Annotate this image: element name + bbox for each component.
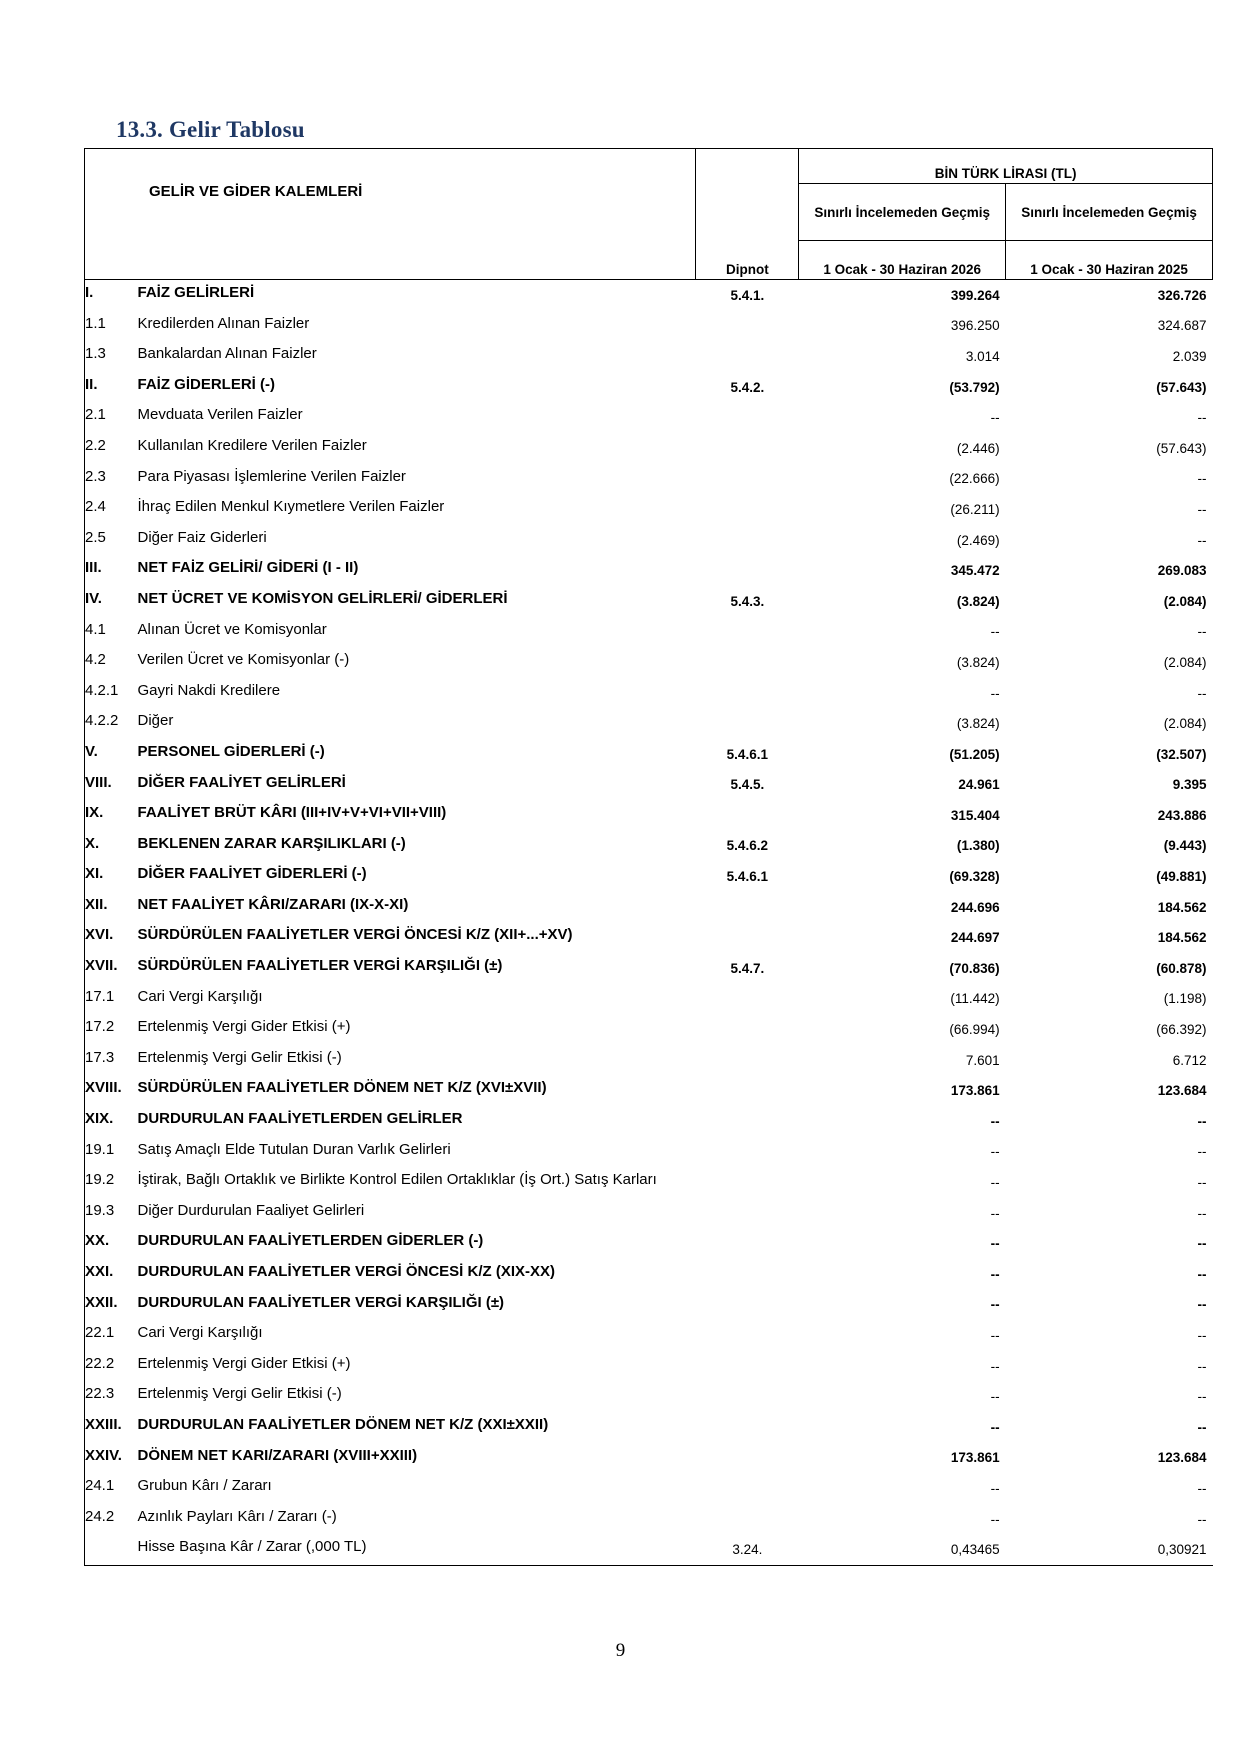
row-value-2025: -- (1197, 1480, 1207, 1496)
row-value-2026: 244.696 (950, 899, 1000, 915)
row-code: 2.1 (85, 402, 138, 433)
row-value-2026: -- (990, 1297, 1000, 1313)
row-note (696, 1198, 799, 1229)
row-value-2025: -- (1197, 501, 1207, 517)
row-description: Verilen Ücret ve Komisyonlar (-) (137, 651, 350, 669)
row-value-2025: 269.083 (1157, 563, 1207, 579)
row-description: DÖNEM NET KARI/ZARARI (XVIII+XXIII) (137, 1446, 418, 1464)
table-row (85, 341, 1213, 372)
row-value-2025: 123.684 (1157, 1083, 1207, 1099)
row-code: XX. (85, 1228, 138, 1259)
row-note (696, 708, 799, 739)
row-description: Ertelenmiş Vergi Gider Etkisi (+) (137, 1354, 351, 1372)
row-code: 24.1 (85, 1473, 138, 1504)
row-note (696, 984, 799, 1015)
row-value-2026: 244.697 (950, 930, 1000, 946)
table-row (85, 647, 1213, 678)
row-note (696, 922, 799, 953)
row-description: Azınlık Payları Kârı / Zararı (-) (137, 1507, 337, 1525)
row-description: Para Piyasası İşlemlerine Verilen Faizler (137, 467, 406, 485)
table-row (85, 1473, 1213, 1504)
table-row (85, 280, 1213, 311)
row-value-2026: 345.472 (950, 563, 1000, 579)
row-value-2026: 315.404 (950, 807, 1000, 823)
row-note (696, 1259, 799, 1290)
row-code: I. (85, 280, 138, 311)
row-code: 2.2 (85, 433, 138, 464)
row-note: 5.4.3. (730, 593, 765, 609)
row-note (696, 1504, 799, 1535)
row-note (696, 494, 799, 525)
table-row (85, 525, 1213, 556)
row-code (85, 1534, 138, 1565)
row-code: 2.4 (85, 494, 138, 525)
row-description: Ertelenmiş Vergi Gelir Etkisi (-) (137, 1385, 342, 1403)
table-row (85, 1137, 1213, 1168)
row-description: Grubun Kârı / Zararı (137, 1477, 272, 1495)
row-description: DURDURULAN FAALİYETLER VERGİ ÖNCESİ K/Z (XIX-XX) (137, 1263, 556, 1280)
row-description: DİĞER FAALİYET GELİRLERİ (137, 773, 346, 791)
row-value-2025: 9.395 (1172, 777, 1207, 793)
row-value-2025: 324.687 (1157, 318, 1207, 334)
row-description: Diğer Faiz Giderleri (137, 528, 267, 546)
table-row (85, 555, 1213, 586)
row-description: Hisse Başına Kâr / Zarar (,000 TL) (137, 1534, 695, 1565)
header-currency: BİN TÜRK LİRASI (TL) (799, 149, 1213, 184)
row-code: 17.1 (85, 984, 138, 1015)
row-description: FAİZ GELİRLERİ (137, 280, 695, 311)
table-row (85, 617, 1213, 648)
row-value-2025: (9.443) (1163, 838, 1207, 854)
row-value-2025: -- (1197, 471, 1207, 487)
row-note (696, 1167, 799, 1198)
row-note: 5.4.2. (730, 379, 765, 395)
row-description: Gayri Nakdi Kredilere (137, 681, 281, 699)
table-row (85, 1198, 1213, 1229)
table-row (85, 1381, 1213, 1412)
header-spacer (85, 241, 696, 280)
table-row (85, 372, 1213, 403)
row-note (696, 1443, 799, 1474)
row-value-2025: 184.562 (1157, 930, 1207, 946)
row-code: 22.1 (85, 1320, 138, 1351)
row-code: XXIV. (85, 1443, 138, 1474)
row-note (696, 1137, 799, 1168)
row-code: 17.3 (85, 1045, 138, 1076)
table-row (85, 1504, 1213, 1535)
row-code: XVII. (85, 953, 138, 984)
row-description: Diğer Durdurulan Faaliyet Gelirleri (137, 1201, 365, 1219)
row-value-2026: -- (990, 1358, 1000, 1374)
row-code: XVI. (85, 922, 138, 953)
row-description: NET FAİZ GELİRİ/ GİDERİ (I - II) (137, 559, 359, 577)
header-status-2: Sınırlı İncelemeden Geçmiş (1006, 184, 1213, 241)
table-row (85, 861, 1213, 892)
row-value-2026: 396.250 (950, 318, 1000, 334)
row-value-2025: -- (1197, 1511, 1207, 1527)
table-row (85, 1167, 1213, 1198)
table-row (85, 1045, 1213, 1076)
row-value-2026: -- (990, 1113, 1000, 1129)
row-description: İhraç Edilen Menkul Kıymetlere Verilen Faizler (137, 498, 445, 516)
header-row-period (85, 241, 1213, 280)
row-note: 5.4.6.1 (726, 869, 768, 885)
row-value-2025: -- (1197, 1266, 1207, 1282)
row-code: XXIII. (85, 1412, 138, 1443)
table-row (85, 892, 1213, 923)
row-description: SÜRDÜRÜLEN FAALİYETLER VERGİ ÖNCESİ K/Z (XII+...+XV) (137, 926, 573, 944)
row-note (696, 617, 799, 648)
table-row (85, 402, 1213, 433)
row-note (696, 1075, 799, 1106)
row-note (696, 1351, 799, 1382)
row-value-2026: -- (990, 1144, 1000, 1160)
row-value-2026: (66.994) (949, 1022, 1000, 1038)
row-value-2025: (49.881) (1156, 869, 1207, 885)
row-value-2025: 2.039 (1172, 348, 1207, 364)
row-value-2025: 243.886 (1157, 807, 1207, 823)
row-value-2025: -- (1197, 1297, 1207, 1313)
row-value-2025: -- (1197, 1175, 1207, 1191)
row-description: DURDURULAN FAALİYETLER DÖNEM NET K/Z (XXI±XXII) (137, 1415, 549, 1433)
row-note (696, 1045, 799, 1076)
row-description: DURDURULAN FAALİYETLERDEN GELİRLER (137, 1110, 463, 1128)
row-value-2025: -- (1197, 410, 1207, 426)
row-note: 5.4.6.1 (726, 746, 768, 762)
row-code: XII. (85, 892, 138, 923)
row-value-2025: -- (1197, 532, 1207, 548)
row-code: XXII. (85, 1290, 138, 1321)
header-status-1: Sınırlı İncelemeden Geçmiş (799, 184, 1006, 241)
row-value-2026: 24.961 (958, 777, 1000, 793)
row-code: V. (85, 739, 138, 770)
row-note: 5.4.1. (696, 280, 799, 311)
table-row (85, 953, 1213, 984)
row-value-2026: (2.446) (956, 440, 1000, 456)
header-note-label: Dipnot (696, 241, 799, 280)
row-note (696, 1381, 799, 1412)
row-description: İştirak, Bağlı Ortaklık ve Birlikte Kontrol Edilen Ortaklıklar (İş Ort.) Satış Karları (137, 1171, 657, 1189)
row-code: III. (85, 555, 138, 586)
row-code: XXI. (85, 1259, 138, 1290)
row-value-2026: (1.380) (956, 838, 1000, 854)
row-value-2026: -- (990, 1266, 1000, 1282)
row-value-2025: -- (1197, 1389, 1207, 1405)
row-description: DURDURULAN FAALİYETLERDEN GİDERLER (-) (137, 1232, 484, 1250)
row-description: Kullanılan Kredilere Verilen Faizler (137, 436, 367, 454)
income-statement-table (84, 148, 1213, 1566)
table-row (85, 708, 1213, 739)
row-code: 22.3 (85, 1381, 138, 1412)
row-value-2026: 3.014 (965, 348, 1000, 364)
header-note-spacer (696, 149, 799, 241)
row-code: 17.2 (85, 1014, 138, 1045)
row-description: NET ÜCRET VE KOMİSYON GELİRLERİ/ GİDERLERİ (137, 589, 508, 607)
row-value-2026: 173.861 (950, 1450, 1000, 1466)
row-value-2025: 6.712 (1172, 1052, 1207, 1068)
row-value-2026: (3.824) (956, 716, 1000, 732)
table-row (85, 494, 1213, 525)
header-row-currency (85, 149, 1213, 184)
header-period-2: 1 Ocak - 30 Haziran 2025 (1006, 241, 1213, 280)
row-value-2025: -- (1197, 1327, 1207, 1343)
row-value-2025: -- (1197, 685, 1207, 701)
row-value-2026: -- (990, 624, 1000, 640)
table-row (85, 1014, 1213, 1045)
row-value-2025: (57.643) (1156, 440, 1207, 456)
row-value-2025: 123.684 (1157, 1450, 1207, 1466)
row-note (696, 1228, 799, 1259)
row-description: Mevduata Verilen Faizler (137, 406, 303, 424)
table-row (85, 739, 1213, 770)
table-row (85, 1534, 1213, 1565)
row-description: FAİZ GİDERLERİ (-) (137, 375, 275, 393)
row-note (696, 800, 799, 831)
row-value-2026: (2.469) (956, 532, 1000, 548)
row-description: SÜRDÜRÜLEN FAALİYETLER DÖNEM NET K/Z (XVI±XVII) (137, 1079, 547, 1097)
row-note (696, 1320, 799, 1351)
row-note (696, 341, 799, 372)
row-note: 5.4.6.2 (726, 838, 768, 854)
row-value-2026: -- (990, 1511, 1000, 1527)
row-description: Kredilerden Alınan Faizler (137, 314, 310, 332)
row-value-2026: -- (990, 410, 1000, 426)
row-value-2025: (2.084) (1163, 593, 1207, 609)
table-row (85, 1106, 1213, 1137)
row-code: VIII. (85, 770, 138, 801)
table-row (85, 831, 1213, 862)
row-code: 2.5 (85, 525, 138, 556)
row-value-2026: 173.861 (950, 1083, 1000, 1099)
table-row (85, 1075, 1213, 1106)
row-value-2025: (2.084) (1163, 654, 1207, 670)
row-note (696, 555, 799, 586)
row-value-2025: -- (1197, 1144, 1207, 1160)
row-code: XI. (85, 861, 138, 892)
row-value-2026: (3.824) (956, 593, 1000, 609)
row-value-2025: (32.507) (1156, 746, 1207, 762)
row-code: IV. (85, 586, 138, 617)
row-value-2026: (11.442) (950, 991, 1000, 1007)
row-note (696, 1290, 799, 1321)
row-description: Diğer (137, 712, 174, 730)
table-row (85, 800, 1213, 831)
table-row (85, 1228, 1213, 1259)
page-number: 9 (615, 1640, 626, 1661)
row-description: DİĞER FAALİYET GİDERLERİ (-) (137, 865, 367, 883)
row-value-2025: -- (1197, 1113, 1207, 1129)
row-code: 4.1 (85, 617, 138, 648)
row-description: SÜRDÜRÜLEN FAALİYETLER VERGİ KARŞILIĞI (±) (137, 957, 503, 975)
row-description: Bankalardan Alınan Faizler (137, 345, 317, 363)
row-value-2026: (69.328) (949, 869, 1000, 885)
row-code: X. (85, 831, 138, 862)
row-code: 1.3 (85, 341, 138, 372)
row-value-2026: -- (990, 1480, 1000, 1496)
row-note (696, 433, 799, 464)
header-section-label: GELİR VE GİDER KALEMLERİ (85, 149, 696, 241)
row-description: Ertelenmiş Vergi Gider Etkisi (+) (137, 1018, 351, 1036)
row-code: 24.2 (85, 1504, 138, 1535)
row-value-2026: -- (990, 1175, 1000, 1191)
row-description: Satış Amaçlı Elde Tutulan Duran Varlık Gelirleri (137, 1140, 451, 1158)
row-value-2026: -- (990, 1327, 1000, 1343)
table-row (85, 770, 1213, 801)
row-value-2026: 0,43465 (799, 1534, 1006, 1565)
row-value-2026: 7.601 (965, 1052, 1000, 1068)
row-code: 19.2 (85, 1167, 138, 1198)
row-description: Cari Vergi Karşılığı (137, 1324, 263, 1342)
row-value-2026: (3.824) (956, 654, 1000, 670)
table-row (85, 1351, 1213, 1382)
table-row (85, 1412, 1213, 1443)
row-note (696, 1106, 799, 1137)
row-note: 3.24. (696, 1534, 799, 1565)
row-description: PERSONEL GİDERLERİ (-) (137, 742, 325, 760)
table-row (85, 1443, 1213, 1474)
row-value-2025: 326.726 (1006, 280, 1213, 311)
row-code: 2.3 (85, 464, 138, 495)
row-value-2025: (1.198) (1163, 991, 1207, 1007)
table-row (85, 1290, 1213, 1321)
row-note (696, 1412, 799, 1443)
row-note (696, 1014, 799, 1045)
table-row (85, 464, 1213, 495)
row-value-2025: -- (1197, 1358, 1207, 1374)
row-note (696, 1473, 799, 1504)
row-value-2026: -- (990, 685, 1000, 701)
row-code: 1.1 (85, 311, 138, 342)
table-row (85, 1259, 1213, 1290)
row-note (696, 311, 799, 342)
row-note (696, 402, 799, 433)
row-value-2025: (2.084) (1163, 716, 1207, 732)
income-statement-body (85, 149, 1213, 1566)
row-description: Cari Vergi Karşılığı (137, 987, 263, 1005)
table-row (85, 311, 1213, 342)
row-description: FAALİYET BRÜT KÂRI (III+IV+V+VI+VII+VIII) (137, 804, 447, 822)
table-row (85, 984, 1213, 1015)
row-code: 4.2.2 (85, 708, 138, 739)
row-code: XVIII. (85, 1075, 138, 1106)
table-row (85, 1320, 1213, 1351)
row-value-2026: (22.666) (949, 471, 1000, 487)
row-value-2025: (60.878) (1156, 960, 1207, 976)
row-value-2026: (51.205) (949, 746, 1000, 762)
row-code: XIX. (85, 1106, 138, 1137)
row-value-2026: -- (990, 1389, 1000, 1405)
row-value-2026: -- (990, 1236, 1000, 1252)
header-period-1: 1 Ocak - 30 Haziran 2026 (799, 241, 1006, 280)
table-row (85, 922, 1213, 953)
row-description: NET FAALİYET KÂRI/ZARARI (IX-X-XI) (137, 895, 409, 913)
row-value-2026: (70.836) (949, 960, 1000, 976)
table-row (85, 678, 1213, 709)
row-note (696, 647, 799, 678)
row-code: IX. (85, 800, 138, 831)
row-value-2025: 0,30921 (1006, 1534, 1213, 1565)
row-value-2025: -- (1197, 624, 1207, 640)
table-row (85, 586, 1213, 617)
row-value-2025: (66.392) (1156, 1022, 1207, 1038)
row-value-2025: (57.643) (1156, 379, 1207, 395)
row-note (696, 464, 799, 495)
row-value-2026: -- (990, 1419, 1000, 1435)
row-code: 19.3 (85, 1198, 138, 1229)
row-value-2026: (26.211) (950, 501, 1000, 517)
row-code: 19.1 (85, 1137, 138, 1168)
row-note: 5.4.7. (730, 960, 765, 976)
row-code: 4.2.1 (85, 678, 138, 709)
row-note (696, 525, 799, 556)
row-description: Alınan Ücret ve Komisyonlar (137, 620, 327, 638)
row-value-2026: 399.264 (799, 280, 1006, 311)
row-note (696, 892, 799, 923)
row-note (696, 678, 799, 709)
row-code: II. (85, 372, 138, 403)
row-value-2025: 184.562 (1157, 899, 1207, 915)
row-note: 5.4.5. (730, 777, 765, 793)
table-row (85, 433, 1213, 464)
page-title: 13.3. Gelir Tablosu (116, 117, 305, 142)
row-code: 22.2 (85, 1351, 138, 1382)
row-value-2026: -- (990, 1205, 1000, 1221)
row-description: DURDURULAN FAALİYETLER VERGİ KARŞILIĞI (±) (137, 1293, 505, 1311)
row-description: Ertelenmiş Vergi Gelir Etkisi (-) (137, 1048, 342, 1066)
row-code: 4.2 (85, 647, 138, 678)
row-value-2025: -- (1197, 1236, 1207, 1252)
row-value-2025: -- (1197, 1419, 1207, 1435)
row-description: BEKLENEN ZARAR KARŞILIKLARI (-) (137, 834, 406, 852)
row-value-2026: (53.792) (949, 379, 1000, 395)
row-value-2025: -- (1197, 1205, 1207, 1221)
